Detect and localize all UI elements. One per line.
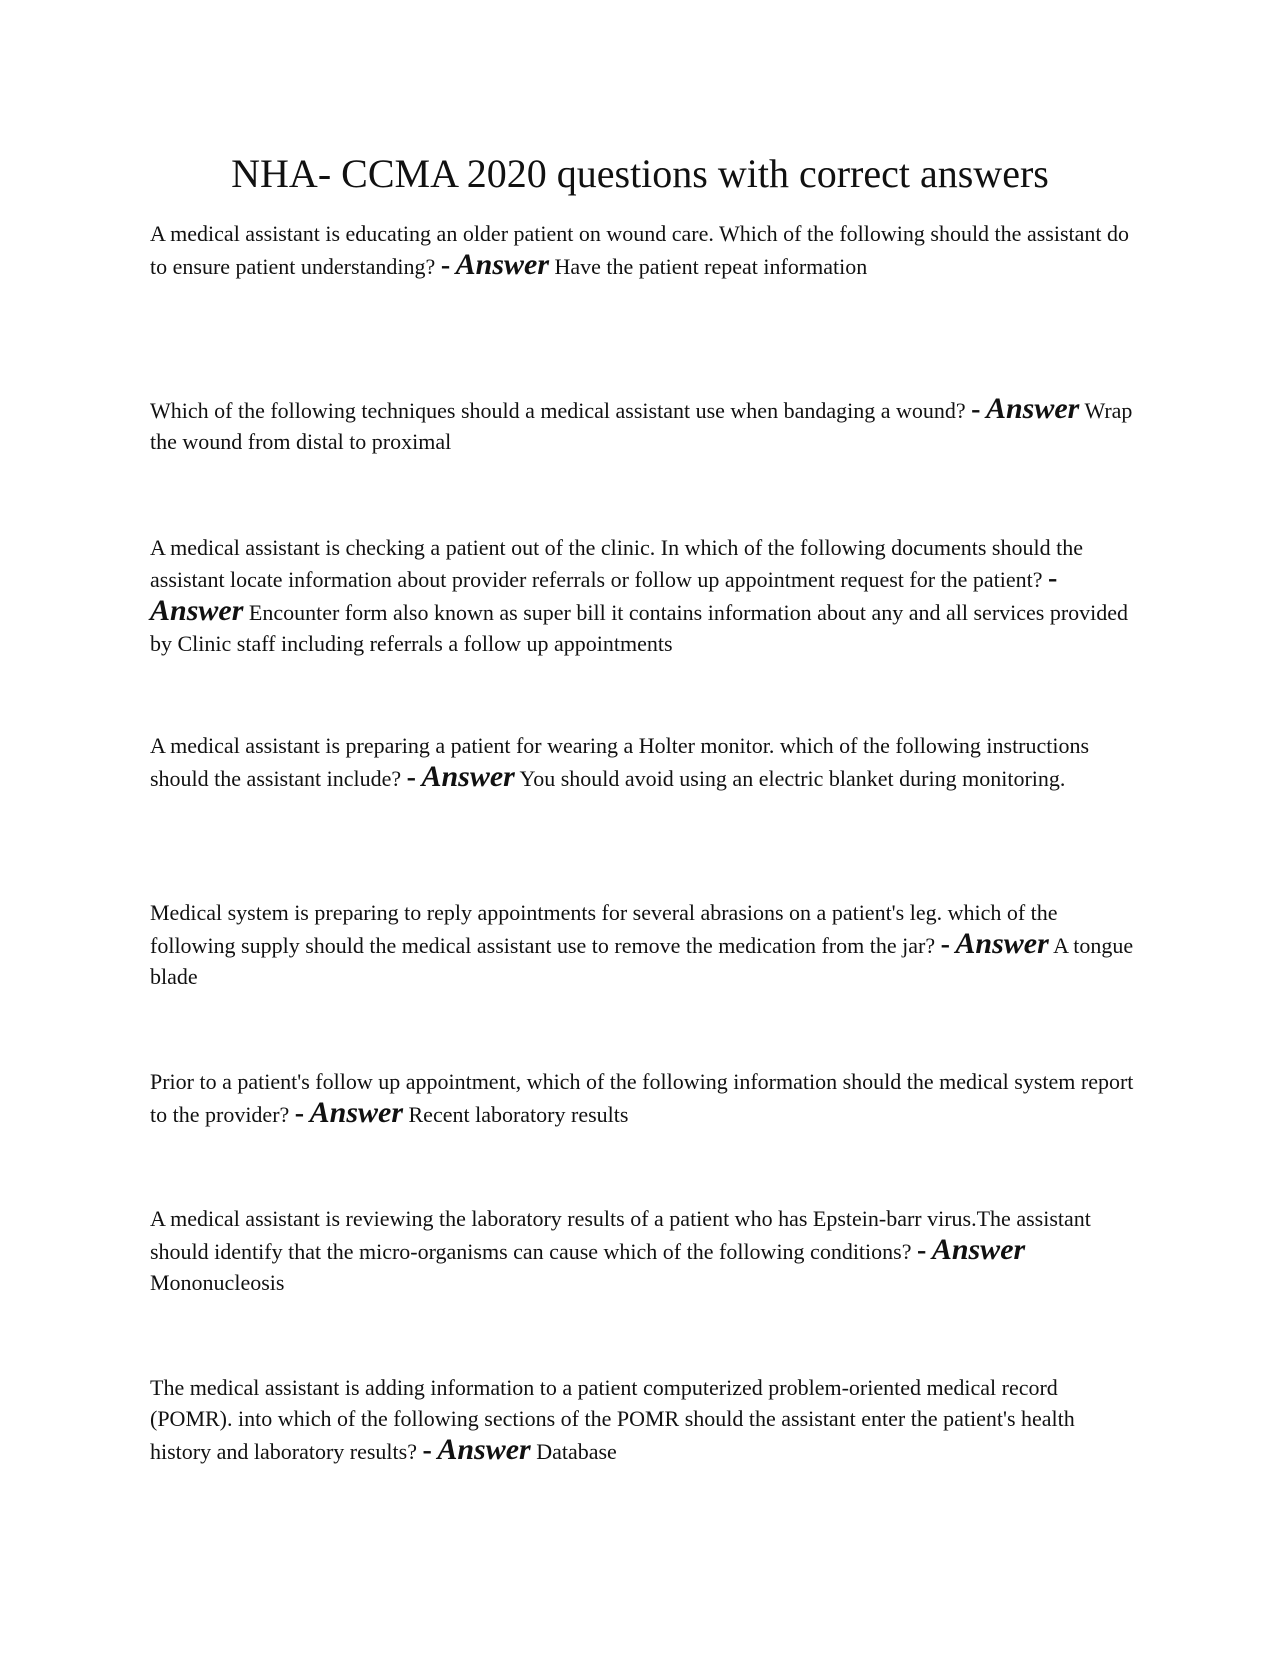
question-text: The medical assistant is adding information to a patient computerized problem-oriented medical record (POMR). into which of the following sections of the POMR should the assistant enter the patient's health history and laboratory results?: [150, 1375, 1075, 1464]
answer-label: Answer: [985, 392, 1080, 425]
answer-dash: -: [294, 1098, 305, 1129]
question-text: A medical assistant is preparing a patient for wearing a Holter monitor. which of the following instructions should the assistant include?: [150, 733, 1090, 791]
answer-text: You should avoid using an electric blanket during monitoring.: [519, 766, 1066, 791]
qa-item: [150, 730, 1140, 794]
answer-dash: -: [1048, 563, 1058, 594]
answer-dash: -: [422, 1435, 432, 1466]
answer-text: Database: [536, 1439, 617, 1464]
answer-dash: -: [406, 762, 416, 793]
answer-label: Answer: [150, 594, 244, 627]
page-title: NHA- CCMA 2020 questions with correct answers: [231, 151, 1049, 196]
answer-text: Encounter form also known as super bill it contains information about any and all services provided by Clinic staff including referrals a follow up appointments: [150, 600, 1129, 656]
qa-item: [150, 218, 1140, 282]
answer-dash: -: [440, 250, 451, 281]
answer-dash: -: [916, 1235, 927, 1266]
qa-item: [150, 1203, 1140, 1298]
answer-text: Wrap the wound from distal to proximal: [150, 398, 1133, 454]
qa-item: [150, 1066, 1140, 1130]
answer-text: Mononucleosis: [150, 1270, 285, 1295]
answer-text: Have the patient repeat information: [554, 254, 868, 279]
question-text: A medical assistant is educating an older patient on wound care. Which of the following should the assistant do to ensure patient understanding?: [150, 221, 1129, 279]
question-text: Prior to a patient's follow up appointment, which of the following information should the medical system report to the provider?: [150, 1069, 1134, 1127]
answer-label: Answer: [421, 760, 515, 793]
answer-text: Recent laboratory results: [408, 1102, 629, 1127]
answer-dash: -: [971, 394, 981, 425]
answer-text: A tongue blade: [150, 933, 1134, 989]
question-text: Medical system is preparing to reply appointments for several abrasions on a patient's leg. which of the following supply should the medical assistant use to remove the medication from the jar?: [150, 900, 1058, 958]
qa-item: [150, 1372, 1140, 1467]
qa-item: [150, 393, 1140, 457]
answer-label: Answer: [455, 248, 550, 281]
answer-label: Answer: [437, 1433, 531, 1466]
question-text: A medical assistant is checking a patient out of the clinic. In which of the following documents should the assistant locate information about provider referrals or follow up appointment request for the patient?: [150, 535, 1083, 592]
question-text: A medical assistant is reviewing the laboratory results of a patient who has Epstein-barr virus.The assistant should identify that the micro-organisms can cause which of the following conditions?: [150, 1206, 1091, 1264]
question-text: Which of the following techniques should a medical assistant use when bandaging a wound?: [150, 398, 966, 423]
answer-label: Answer: [955, 927, 1049, 960]
qa-item: [150, 897, 1140, 992]
answer-label: Answer: [931, 1233, 1026, 1266]
qa-item: [150, 532, 1140, 659]
answer-dash: -: [940, 929, 950, 960]
answer-label: Answer: [309, 1096, 403, 1129]
